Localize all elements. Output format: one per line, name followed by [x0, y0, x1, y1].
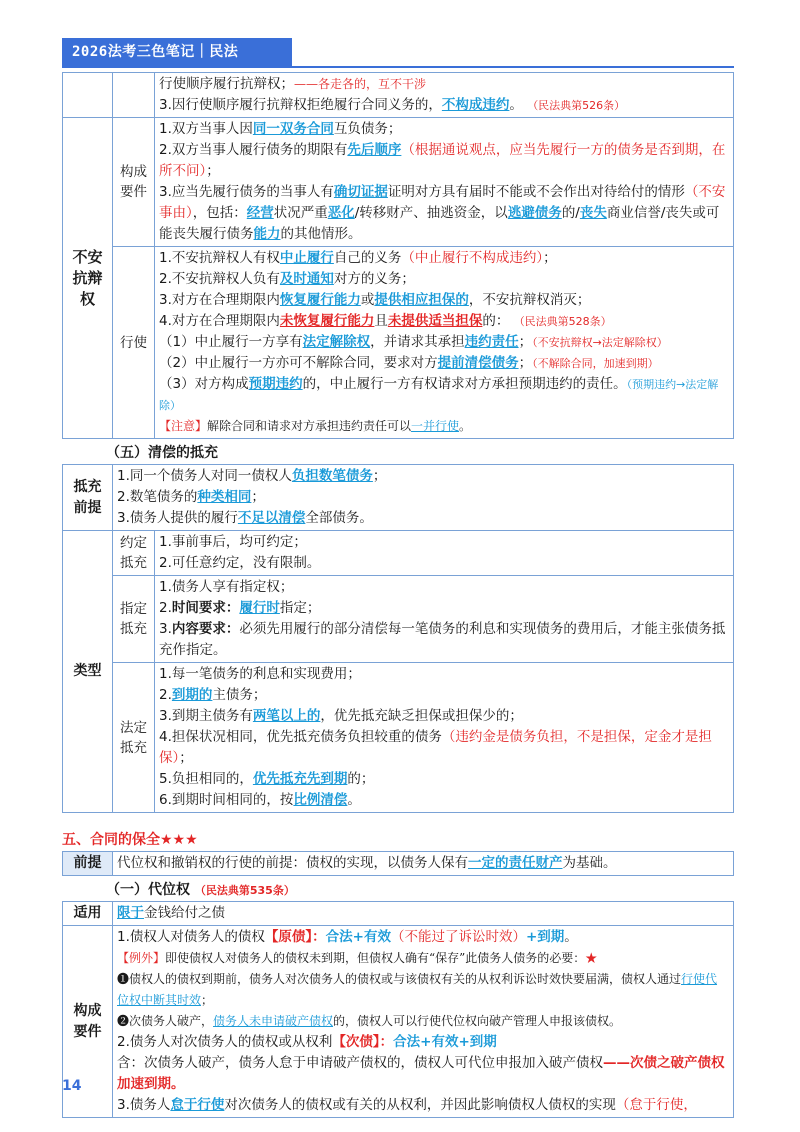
- section-daiwei-title: （一）代位权 （民法典第535条）: [106, 882, 295, 898]
- daiwei-table: [62, 901, 734, 1118]
- qianti-table: [62, 851, 734, 876]
- qianti-content: 代位权和撤销权的行使的前提：债权的实现，以债务人保有一定的责任财产为基础。: [113, 852, 734, 876]
- bugan-table: [62, 72, 734, 439]
- yueding-content: 1.事前事后，均可约定； 2.可任意约定，没有限制。: [155, 531, 734, 576]
- dichong-table: [62, 464, 734, 813]
- daiwei-gj-label: 构成要件: [63, 926, 113, 1118]
- yueding-label: 约定抵充: [113, 531, 155, 576]
- header-divider: [62, 66, 734, 68]
- zhiding-label: 指定抵充: [113, 576, 155, 663]
- page-number: 14: [62, 1078, 82, 1094]
- section-baoquan-title: 五、合同的保全★★★: [62, 832, 198, 848]
- zhiding-content: 1.债务人享有指定权； 2.时间要求：履行时指定； 3.内容要求：必须先用履行的部分清偿每一笔债务的利息和实现债务的费用后，才能主张债务抵充作指定。: [155, 576, 734, 663]
- bugan-title: 不安抗辩权: [63, 118, 113, 439]
- dichong-premise-content: 1.同一个债务人对同一债权人负担数笔债务； 2.数笔债务的种类相同； 3.债务人提供的履行不足以清偿全部债务。: [113, 465, 734, 531]
- dichong-premise-label: 抵充前提: [63, 465, 113, 531]
- shiyong-label: 适用: [63, 902, 113, 926]
- gouchen-content: 1.双方当事人因同一双务合同互负债务； 2.双方当事人履行债务的期限有先后顺序（根据通说观点，应当先履行一方的债务是否到期，在所不问）； 3.应当先履行债务的当事人有确切证据证明对方具有届时不能或不会作出对待给付的情形（不安事由），包括：经营状况严重恶化/转移财产、抽逃资金，以逃避债务的/丧失商业信誉/丧失或可能丧失履行债务能力的其他情形。: [155, 118, 734, 247]
- header-title: 2026法考三色笔记｜民法: [62, 38, 292, 66]
- dichong-type-label: 类型: [63, 531, 113, 813]
- daiwei-gj-content: 1.债权人对债务人的债权【原债】：合法+有效（不能过了诉讼时效）+到期。 【例外】即使债权人对债务人的债权未到期，但债权人确有“保存”此债务人债务的必要：★ ❶债权人的债权到期前，债务人对次债务人的债权或与该债权有关的从权利诉讼时效快要届满，债权人通过行使代位权中断其时效； ❷次债务人破产，债务人未申请破产债权的，债权人可以行使代位权向破产管理人申报该债权。 2.债务人对次债务人的债权或从权利【次债】：合法+有效+到期 含：次债务人破产，债务人怠于申请破产债权的，债权人可代位申报加入破产债权——次债之破产债权加速到期。 3.债务人怠于行使对次债务人的债权或有关的从权利，并因此影响债权人债权的实现（怠于行使，: [113, 926, 734, 1118]
- section-dichong-title: （五）清偿的抵充: [106, 445, 218, 461]
- fading-content: 1.每一笔债务的利息和实现费用； 2.到期的主债务； 3.到期主债务有两笔以上的，优先抵充缺乏担保或担保少的； 4.担保状况相同，优先抵充债务负担较重的债务（违约金是债务负担，不是担保，定金才是担保）； 5.负担相同的，优先抵充先到期的； 6.到期时间相同的，按比例清偿。: [155, 663, 734, 813]
- star-rating: ★★★: [160, 832, 198, 848]
- fading-label: 法定抵充: [113, 663, 155, 813]
- qianti-label: 前提: [63, 852, 113, 876]
- gouchen-label: 构成要件: [113, 118, 155, 247]
- page-content: [62, 72, 734, 1118]
- top-continuation: 行使顺序履行抗辩权；——各走各的，互不干涉 3.因行使顺序履行抗辩权拒绝履行合同义务的，不构成违约。 （民法典第526条）: [155, 73, 734, 118]
- xingshi-content: 1.不安抗辩权人有权中止履行自己的义务（中止履行不构成违约）； 2.不安抗辩权人负有及时通知对方的义务； 3.对方在合理期限内恢复履行能力或提供相应担保的，不安抗辩权消灭； 4.对方在合理期限内未恢复履行能力且未提供适当担保的： （民法典第528条） （1）中止履行一方享有法定解除权，并请求其承担违约责任；（不安抗辩权→法定解除权） （2）中止履行一方亦可不解除合同，要求对方提前清偿债务；（不解除合同，加速到期） （3）对方构成预期违约的，中止履行一方有权请求对方承担预期违约的责任。（预期违约→法定解除） 【注意】解除合同和请求对方承担违约责任可以一并行使。: [155, 247, 734, 439]
- xingshi-label: 行使: [113, 247, 155, 439]
- shiyong-content: 限于金钱给付之债: [113, 902, 734, 926]
